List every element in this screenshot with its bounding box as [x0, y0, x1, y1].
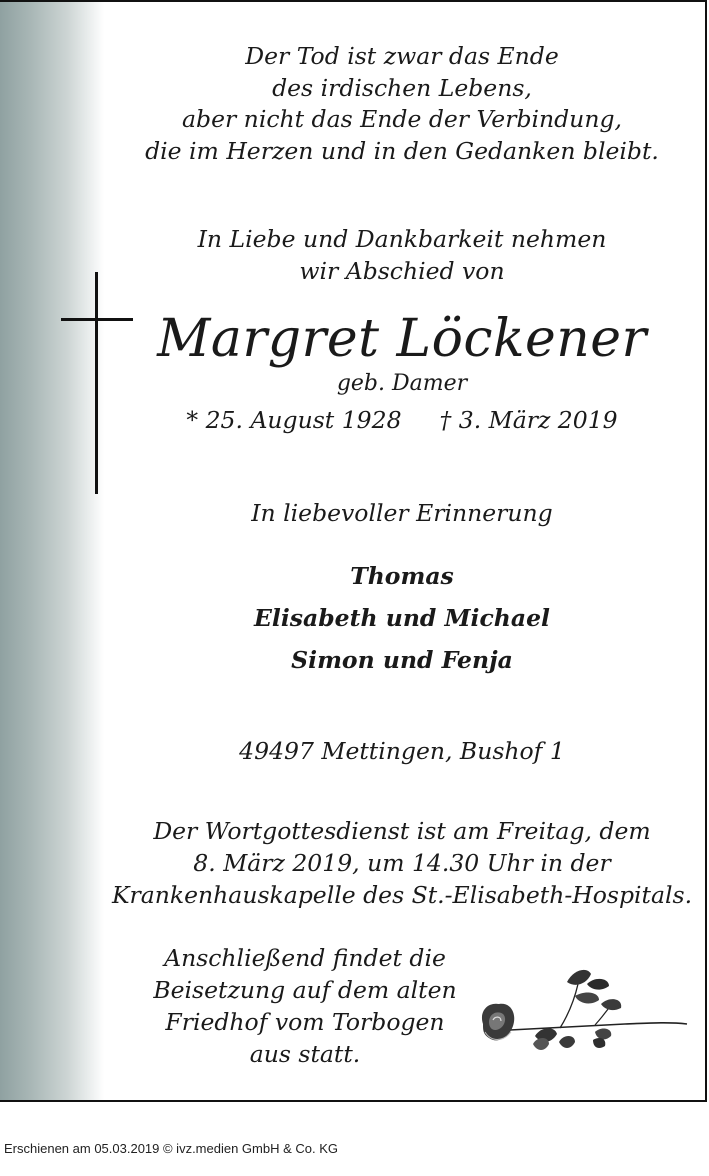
- poem-line: die im Herzen und in den Gedanken bleibt.: [145, 136, 659, 165]
- service-info: [104, 815, 700, 911]
- burial-line: Anschließend findet die: [164, 944, 446, 972]
- life-dates: [104, 405, 700, 436]
- poem: [104, 41, 700, 167]
- maiden-name: geb. Damer: [336, 371, 468, 396]
- intro-line: In Liebe und Dankbarkeit nehmen: [197, 225, 607, 253]
- service-line: Krankenhauskapelle des St.-Elisabeth-Hospitals.: [111, 881, 693, 909]
- address: 49497 Mettingen, Bushof 1: [239, 737, 565, 765]
- mourner: Simon und Fenja: [291, 646, 513, 674]
- burial-line: aus statt.: [249, 1040, 361, 1068]
- mourners-list: [104, 555, 700, 681]
- poem-line: aber nicht das Ende der Verbindung,: [182, 105, 622, 133]
- service-line: 8. März 2019, um 14.30 Uhr in der: [193, 849, 611, 877]
- burial-line: Beisetzung auf dem alten: [153, 976, 457, 1004]
- side-gradient-band: [0, 2, 104, 1100]
- poem-line: Der Tod ist zwar das Ende: [245, 42, 559, 70]
- farewell-intro: [104, 224, 700, 287]
- memory-phrase: In liebevoller Erinnerung: [251, 499, 553, 527]
- publication-footer: Erschienen am 05.03.2019 © ivz.medien GmbH & Co. KG: [4, 1141, 339, 1156]
- mourner: Thomas: [350, 562, 454, 590]
- burial-info: [140, 942, 470, 1070]
- mourner: Elisabeth und Michael: [254, 604, 550, 632]
- birth-date: * 25. August 1928: [186, 406, 402, 434]
- burial-line: Friedhof vom Torbogen: [165, 1008, 445, 1036]
- rose-icon: [475, 962, 690, 1062]
- deceased-name: Margret Löckener: [157, 309, 647, 369]
- poem-line: des irdischen Lebens,: [272, 73, 532, 102]
- service-line: Der Wortgottesdienst ist am Freitag, dem: [153, 817, 651, 845]
- intro-line: wir Abschied von: [299, 256, 505, 285]
- death-date: † 3. März 2019: [439, 406, 618, 434]
